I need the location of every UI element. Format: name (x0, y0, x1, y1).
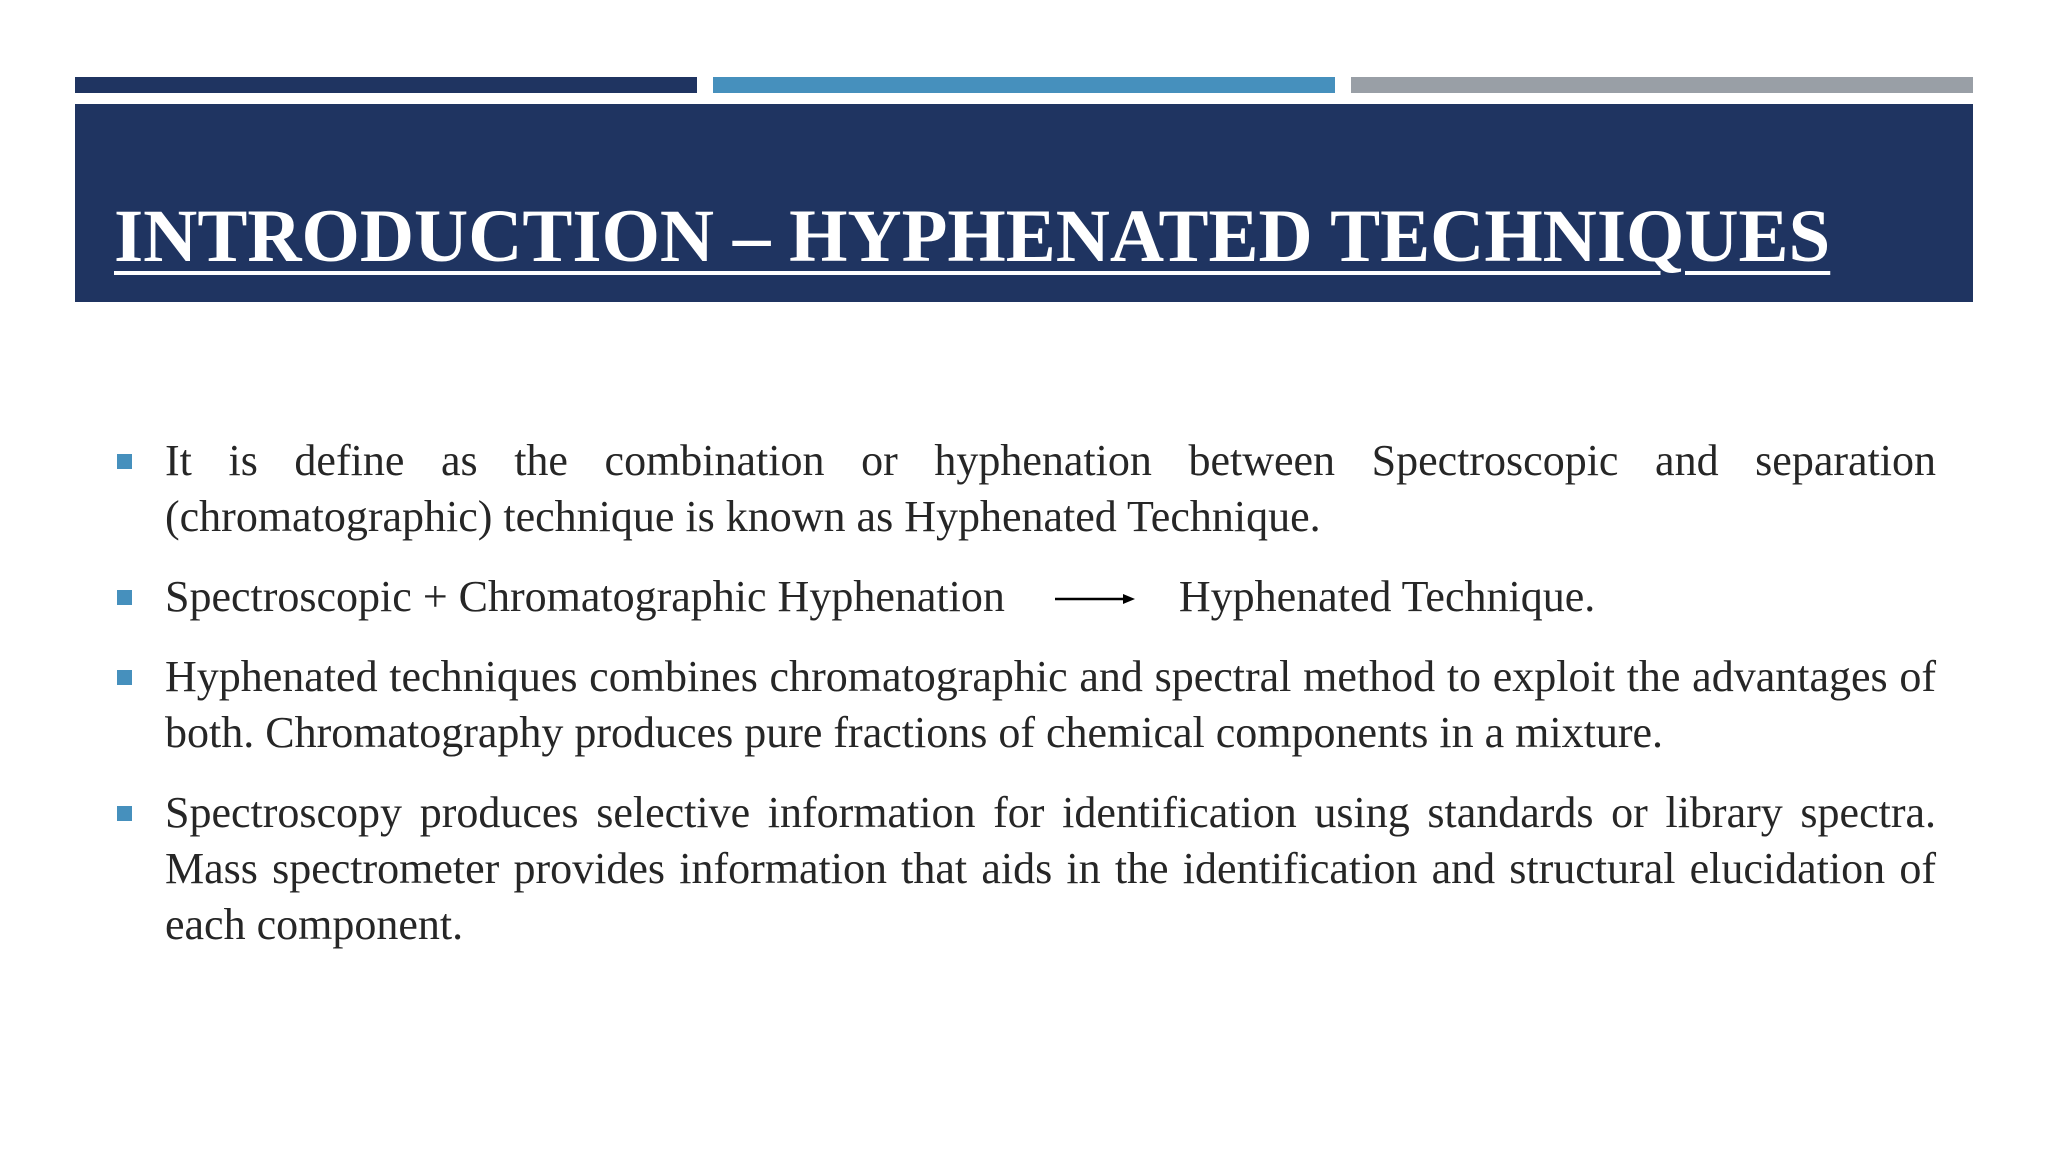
accent-bar-gray (1351, 77, 1973, 93)
bullet-text-left: Spectroscopic + Chromatographic Hyphenation (165, 572, 1005, 621)
bullet-text: It is define as the combination or hyphenation between Spectroscopic and separation (chromatographic) technique is known as Hyphenated Technique. (165, 436, 1936, 541)
bullet-text: Spectroscopy produces selective information for identification using standards or library spectra. Mass spectrometer provides information that aids in the identification and structural elucidation of each component. (165, 788, 1936, 949)
accent-bar-blue (713, 77, 1335, 93)
bullet-item (114, 433, 1936, 545)
accent-bar-dark (75, 77, 697, 93)
square-bullet-icon (117, 454, 132, 469)
bullet-item (114, 569, 1936, 625)
bullet-text: Hyphenated techniques combines chromatographic and spectral method to exploit the advantages of both. Chromatography produces pure fractions of chemical components in a mixture. (165, 652, 1936, 757)
bullet-list (114, 433, 1936, 977)
square-bullet-icon (117, 670, 132, 685)
square-bullet-icon (117, 806, 132, 821)
right-arrow-icon (1055, 589, 1135, 609)
slide-title: INTRODUCTION – HYPHENATED TECHNIQUES (114, 195, 1831, 278)
square-bullet-icon (117, 590, 132, 605)
bullet-text-right: Hyphenated Technique. (1178, 572, 1596, 621)
bullet-item (114, 785, 1936, 953)
bullet-item (114, 649, 1936, 761)
